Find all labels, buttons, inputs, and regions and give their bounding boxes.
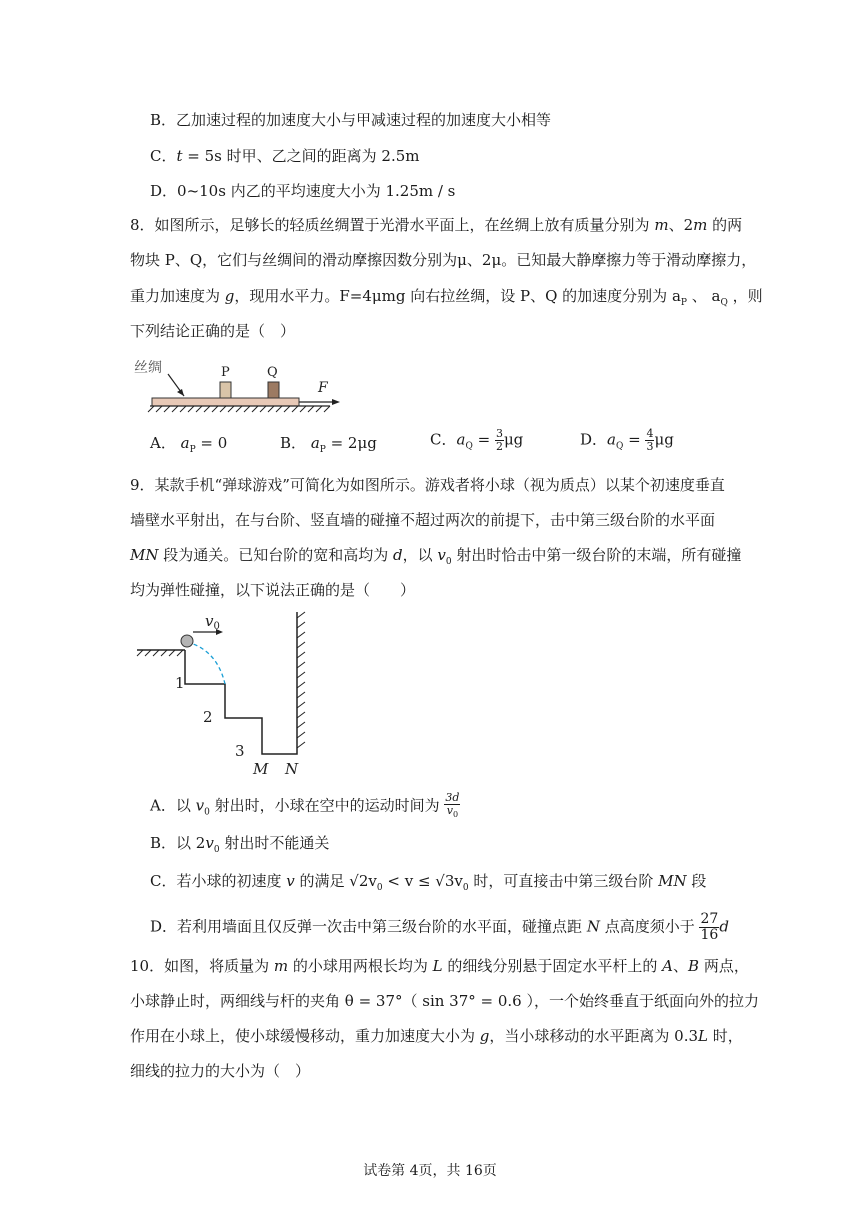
ledge-hatch <box>137 650 183 656</box>
velocity-label: $v_0$ <box>205 612 220 632</box>
q10-stem-line1: 10．如图，将质量为 m 的小球用两根长均为 L 的细线分别悬于固定水平杆上的 A、B 两点， <box>130 957 749 975</box>
q8-stem-line3: 重力加速度为 g，现用水平力。F=4μmg 向右拉丝绸，设 P、Q 的加速度分别为 $a_P$ 、 $a_Q$ ，则 <box>130 287 763 308</box>
q9-stem-line2: 墙壁水平射出，在与台阶、竖直墙的碰撞不超过两次的前提下，击中第三级台阶的水平面 <box>130 511 716 529</box>
silk-cloth <box>152 398 299 406</box>
ground-hatch <box>148 406 330 412</box>
steps-and-wall <box>185 612 297 754</box>
p-label: P <box>221 365 230 380</box>
q8-stem-line2: 物块 P、Q，它们与丝绸间的滑动摩擦因数分别为μ、2μ。已知最大静摩擦力等于滑动摩擦力， <box>130 251 757 269</box>
q9-option-b: B．以 $2v_0$ 射出时不能通关 <box>150 834 330 855</box>
block-p <box>220 382 231 398</box>
q8-option-b: B． $a_P = 2\mu g$ <box>280 434 377 455</box>
q7-option-d: D．0~10s 内乙的平均速度大小为 1.25m / s <box>150 182 456 200</box>
trajectory-curve <box>187 642 225 684</box>
q9-option-a: A．以 $v_0$ 射出时，小球在空中的运动时间为 $\frac{3d}{v_0}$ <box>150 791 460 820</box>
q9-figure <box>135 610 325 780</box>
q9-stem-line1: 9．某款手机“弹球游戏”可简化为如图所示。游戏者将小球（视为质点）以某个初速度垂直 <box>130 476 725 494</box>
q8-option-a: A． $a_P = 0$ <box>150 434 228 455</box>
n-label: N <box>285 760 299 778</box>
cloth-label <box>134 360 162 376</box>
ball <box>181 635 193 647</box>
step-3-label: 3 <box>235 742 245 760</box>
q10-stem-line2: 小球静止时，两细线与杆的夹角 θ = 37°（ sin 37° = 0.6 ），一个始终垂直于纸面向外的拉力 <box>130 992 759 1010</box>
step-1-label: 1 <box>175 674 185 692</box>
step-2-label: 2 <box>203 708 213 726</box>
svg-text:丝绸: 丝绸 <box>134 360 162 376</box>
q9-option-c: C．若小球的初速度 v 的满足 $√2v_0 < v \le √3v_0$ 时，可直接击中第三级台阶 MN 段 <box>150 872 707 893</box>
m-label: M <box>253 760 269 778</box>
q7-option-b: B．乙加速过程的加速度大小与甲减速过程的加速度大小相等 <box>150 111 552 129</box>
q8-option-d: D．$a_Q$ = $\frac{4}{3}$ μg <box>580 427 674 453</box>
q8-figure <box>130 352 350 422</box>
q8-stem-line4: 下列结论正确的是（ ） <box>130 322 296 340</box>
q8-option-c: C．$a_Q$ = $\frac{3}{2}$ μg <box>430 427 524 453</box>
page-footer: 试卷第 4页，共 16页 <box>363 1163 497 1179</box>
q-label: Q <box>267 365 278 380</box>
q9-stem-line3: MN 段为通关。已知台阶的宽和高均为 d，以 $v_0$ 射出时恰击中第一级台阶的末端，所有碰撞 <box>130 546 742 567</box>
block-q <box>268 382 279 398</box>
cloth-pointer-head <box>177 389 184 396</box>
force-arrow-head <box>332 399 340 405</box>
wall-hatch <box>297 612 305 748</box>
q7-option-c: C．t = 5s 时甲、乙之间的距离为 2.5m <box>150 147 420 165</box>
q10-stem-line4: 细线的拉力的大小为（ ） <box>130 1062 311 1080</box>
q8-stem-line1: 8．如图所示，足够长的轻质丝绸置于光滑水平面上，在丝绸上放有质量分别为 m、2m 的两 <box>130 216 743 234</box>
q9-stem-line4: 均为弹性碰撞，以下说法正确的是（ ） <box>130 581 416 599</box>
q10-stem-line3: 作用在小球上，使小球缓慢移动，重力加速度大小为 g，当小球移动的水平距离为 0.3L 时， <box>130 1027 743 1045</box>
q9-option-d: D．若利用墙面且仅反弹一次击中第三级台阶的水平面，碰撞点距 N 点高度须小于 $\frac{27}{16}$ d <box>150 911 729 943</box>
force-label: F <box>318 380 328 396</box>
